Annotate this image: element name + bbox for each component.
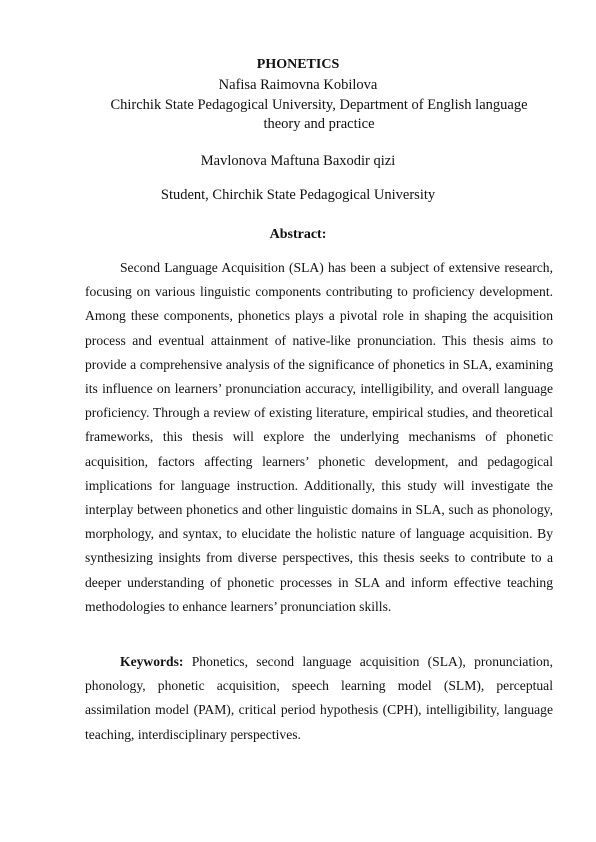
keywords-label: Keywords: (120, 654, 184, 669)
student-affiliation: Student, Chirchik State Pedagogical University (160, 187, 436, 203)
author-affiliation: Chirchik State Pedagogical University, Department of English language theory and practice (110, 97, 528, 132)
author-name: Nafisa Raimovna Kobilova (218, 77, 378, 93)
student-name: Mavlonova Maftuna Baxodir qizi (200, 153, 396, 169)
keywords-text: Phonetics, second language acquisition (SLA), pronunciation, phonology, phonetic acquisition, speech learning model (SLM), perceptual assimilation model (PAM), critical period hypothesis (CPH), intelligibility, language teaching, interdisciplinary perspectives. (85, 654, 553, 742)
abstract-heading: Abstract: (269, 227, 327, 242)
paper-title: PHONETICS (256, 57, 340, 72)
abstract-body: Second Language Acquisition (SLA) has been a subject of extensive research, focusing on various linguistic components contributing to proficiency development. Among these components, phonetics plays a pivotal role in shaping the acquisition process and eventual attainment of native-like pronunciation. This thesis aims to provide a comprehensive analysis of the significance of phonetics in SLA, examining its influence on learners’ pronunciation accuracy, intelligibility, and overall language proficiency. Through a review of existing literature, empirical studies, and theoretical frameworks, this thesis will explore the underlying mechanisms of phonetic acquisition, factors affecting learners’ phonetic development, and pedagogical implications for language instruction. Additionally, this study will investigate the interplay between phonetics and other linguistic domains in SLA, such as phonology, morphology, and syntax, to elucidate the holistic nature of language acquisition. By synthesizing insights from diverse perspectives, this thesis seeks to contribute to a deeper understanding of phonetic processes in SLA and inform effective teaching methodologies to enhance learners’ pronunciation skills. (85, 260, 553, 614)
keywords-paragraph (85, 650, 553, 747)
